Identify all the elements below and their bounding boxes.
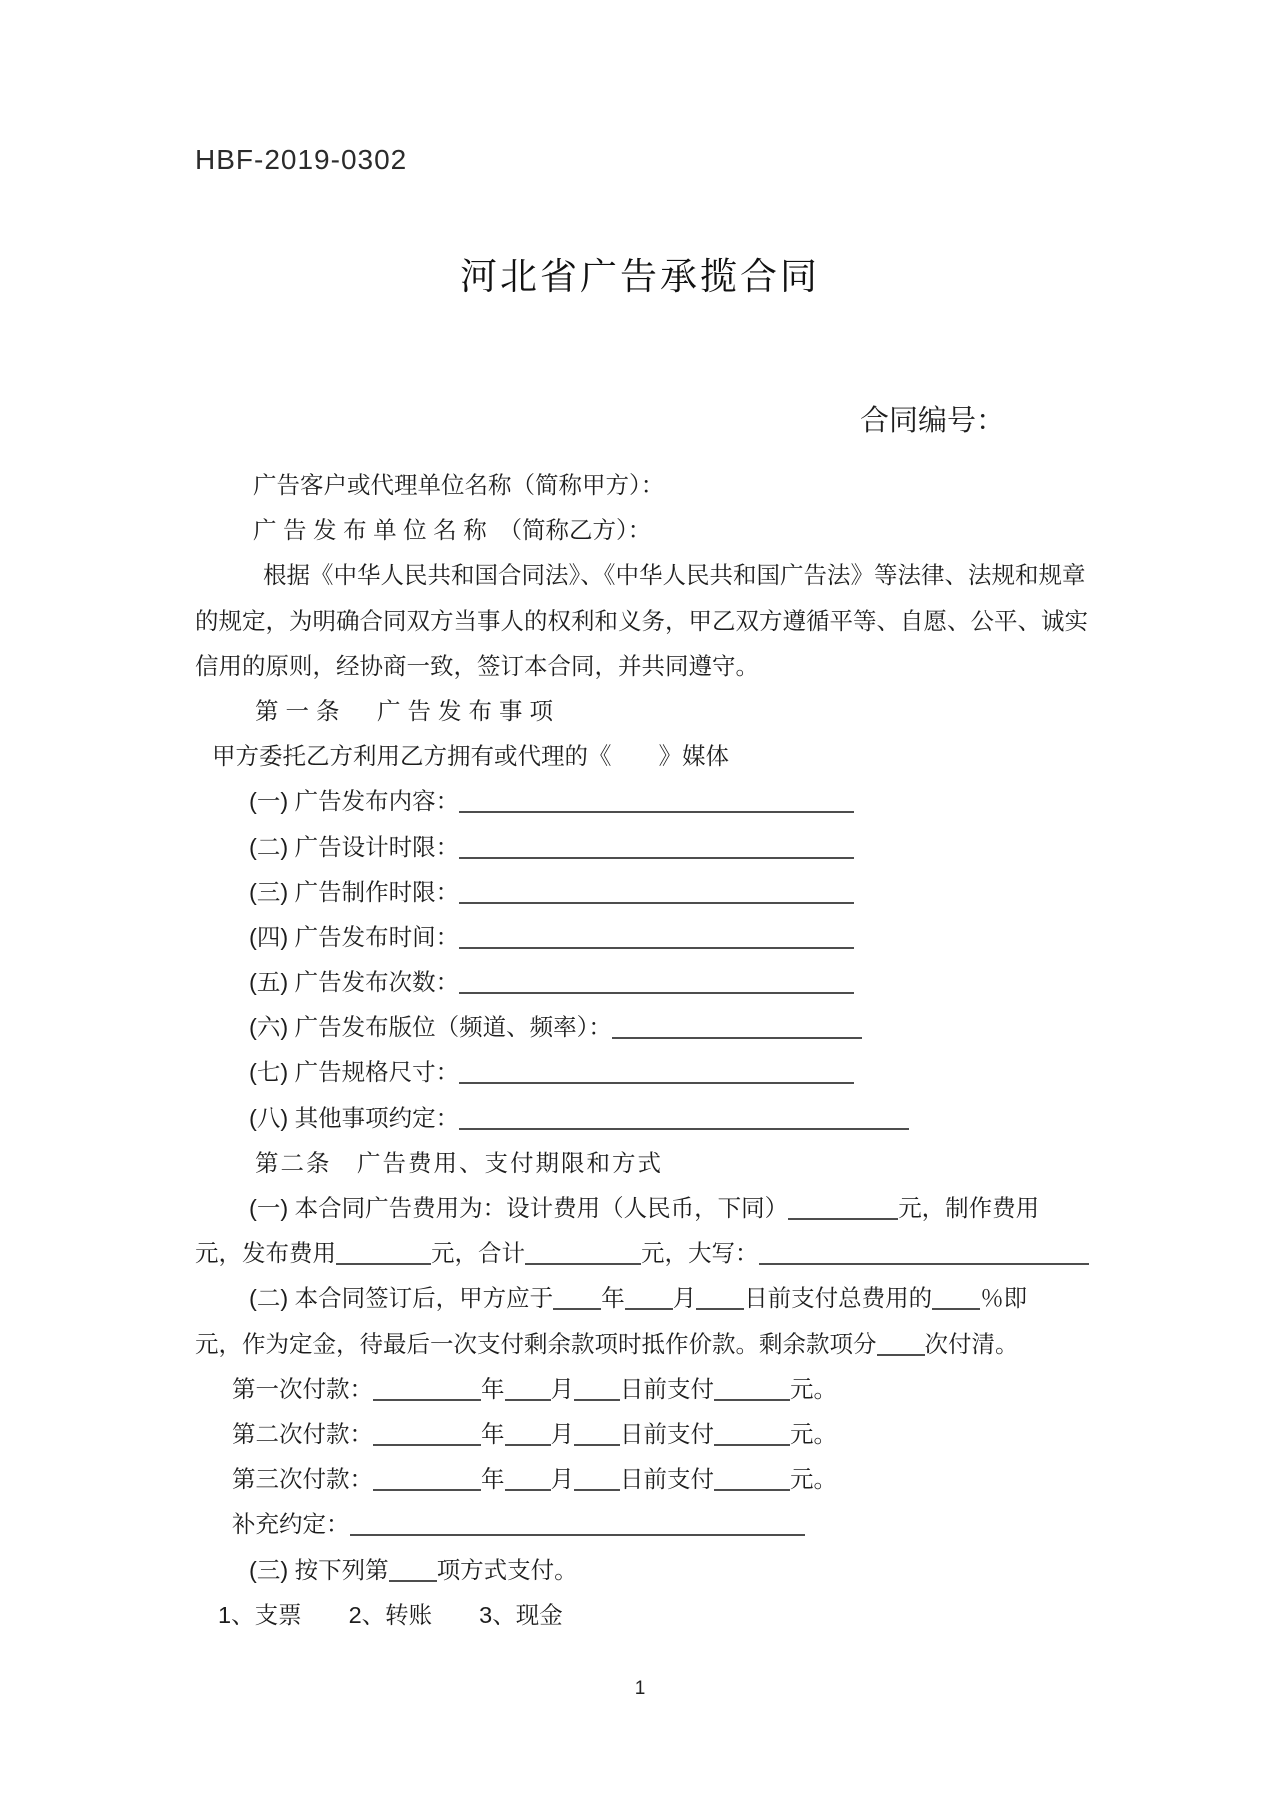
blank-field[interactable] <box>373 1375 481 1401</box>
doc-text: (一) 广告发布内容： <box>249 788 460 815</box>
article1-item-2 <box>0 825 1280 870</box>
doc-text: 年 <box>481 1375 505 1402</box>
doc-text: 月 <box>672 1285 697 1312</box>
blank-field[interactable] <box>525 1239 641 1265</box>
doc-text: 的规定，为明确合同双方当事人的权利和义务，甲乙双方遵循平等、自愿、公平、诚实 <box>195 607 1088 634</box>
fee-line-1 <box>0 1186 1280 1231</box>
article2-heading <box>0 1141 1280 1186</box>
blank-field[interactable] <box>612 1013 862 1039</box>
blank-field[interactable] <box>714 1465 790 1491</box>
article1-item-1 <box>0 779 1280 824</box>
doc-text: 元，大写： <box>641 1240 759 1267</box>
payment-line-3 <box>0 1457 1280 1502</box>
doc-text: 元，作为定金，待最后一次支付剩余款项时抵作价款。剩余款项分 <box>195 1330 877 1357</box>
blank-field[interactable] <box>459 878 854 904</box>
blank-field[interactable] <box>505 1465 551 1491</box>
blank-field[interactable] <box>932 1284 980 1310</box>
doc-text: 月 <box>550 1466 574 1493</box>
article1-item-6 <box>0 1005 1280 1050</box>
payment-method-line <box>0 1548 1280 1593</box>
doc-text: (二) 广告设计时限： <box>249 833 460 860</box>
doc-text: ％即 <box>980 1285 1028 1312</box>
blank-field[interactable] <box>574 1420 620 1446</box>
blank-field[interactable] <box>373 1420 481 1446</box>
blank-field[interactable] <box>696 1284 744 1310</box>
preamble-line-3 <box>0 644 1280 689</box>
doc-text: (五) 广告发布次数： <box>249 969 460 996</box>
blank-field[interactable] <box>350 1510 805 1536</box>
blank-field[interactable] <box>759 1239 1089 1265</box>
article1-item-3 <box>0 870 1280 915</box>
doc-text: (二) 本合同签订后，甲方应于 <box>249 1285 554 1312</box>
article1-intro <box>0 734 1280 779</box>
blank-field[interactable] <box>373 1465 481 1491</box>
doc-text: 日前支付 <box>620 1466 714 1493</box>
blank-field[interactable] <box>459 968 854 994</box>
doc-text: (六) 广告发布版位（频道、频率）： <box>249 1014 612 1041</box>
doc-text: 日前支付 <box>620 1420 714 1447</box>
doc-text: 元，发布费用 <box>195 1240 336 1267</box>
doc-text: 元。 <box>790 1466 837 1493</box>
doc-text: 第二次付款： <box>232 1420 373 1447</box>
doc-text: 元，制作费用 <box>898 1195 1040 1221</box>
fee-line-2 <box>0 1231 1280 1276</box>
deposit-line-2 <box>0 1322 1280 1367</box>
preamble-line-1 <box>0 553 1280 598</box>
document-title: 河北省广告承揽合同 <box>460 256 820 297</box>
blank-field[interactable] <box>553 1284 601 1310</box>
blank-field[interactable] <box>336 1239 431 1265</box>
doc-text: 日前支付 <box>620 1375 714 1402</box>
doc-text: 广 告 发 布 单 位 名 称 （简称乙方）： <box>253 517 652 544</box>
article1-item-8 <box>0 1096 1280 1141</box>
blank-field[interactable] <box>389 1556 437 1582</box>
doc-text: (八) 其他事项约定： <box>249 1104 460 1131</box>
doc-text: 1、支票 2、转账 3、现金 <box>218 1601 563 1628</box>
doc-text: (一) 本合同广告费用为：设计费用（人民币，下同） <box>249 1195 789 1221</box>
preamble-line-2 <box>0 599 1280 644</box>
article1-item-4 <box>0 915 1280 960</box>
blank-field[interactable] <box>459 833 854 859</box>
blank-field[interactable] <box>714 1420 790 1446</box>
party-b-line <box>0 508 1280 553</box>
payment-options-line <box>0 1593 1280 1638</box>
blank-field[interactable] <box>574 1375 620 1401</box>
article1-item-5 <box>0 960 1280 1005</box>
party-a-line <box>0 463 1280 508</box>
blank-field[interactable] <box>505 1420 551 1446</box>
doc-text: 年 <box>601 1285 625 1312</box>
doc-text: 第一条 广告发布事项 <box>255 697 560 724</box>
blank-field[interactable] <box>714 1375 790 1401</box>
payment-line-2 <box>0 1412 1280 1457</box>
doc-text: (三) 按下列第 <box>249 1556 389 1583</box>
doc-text: (三) 广告制作时限： <box>249 878 460 905</box>
doc-text: 元，合计 <box>431 1240 525 1267</box>
deposit-line-1 <box>0 1276 1280 1321</box>
document-code: HBF-2019-0302 <box>195 144 408 175</box>
supplement-line <box>0 1502 1280 1547</box>
contract-number-label: 合同编号： <box>860 405 1006 437</box>
article1-item-7 <box>0 1050 1280 1095</box>
doc-text: (四) 广告发布时间： <box>249 923 460 950</box>
doc-text: 年 <box>481 1466 505 1493</box>
doc-text: 补充约定： <box>232 1511 350 1538</box>
blank-field[interactable] <box>574 1465 620 1491</box>
doc-text: 月 <box>550 1420 574 1447</box>
document-body <box>0 463 1280 1638</box>
doc-text: 元。 <box>790 1420 837 1447</box>
doc-text: 第一次付款： <box>232 1375 373 1402</box>
payment-line-1 <box>0 1367 1280 1412</box>
doc-text: 项方式支付。 <box>436 1556 578 1583</box>
blank-field[interactable] <box>505 1375 551 1401</box>
doc-text: 第三次付款： <box>232 1466 373 1493</box>
doc-text: 广告客户或代理单位名称（简称甲方）： <box>253 472 665 498</box>
article1-heading <box>0 689 1280 734</box>
blank-field[interactable] <box>877 1330 925 1356</box>
doc-text: 第二条 广告费用、支付期限和方式 <box>255 1149 663 1176</box>
doc-text: 甲方委托乙方利用乙方拥有或代理的《 》媒体 <box>212 743 729 770</box>
blank-field[interactable] <box>459 1104 909 1130</box>
doc-text: 月 <box>550 1375 574 1402</box>
doc-text: 次付清。 <box>924 1330 1019 1357</box>
doc-text: 日前支付总费用的 <box>744 1285 933 1312</box>
doc-text: 根据《中华人民共和国合同法》、《中华人民共和国广告法》等法律、法规和规章 <box>263 562 1086 589</box>
page-number: 1 <box>634 1678 646 1699</box>
doc-text: 年 <box>481 1420 505 1447</box>
doc-text: (七) 广告规格尺寸： <box>249 1059 460 1086</box>
blank-field[interactable] <box>625 1284 673 1310</box>
blank-field[interactable] <box>459 787 854 813</box>
doc-text: 元。 <box>790 1375 837 1402</box>
blank-field[interactable] <box>459 1058 854 1084</box>
doc-text: 信用的原则，经协商一致，签订本合同，并共同遵守。 <box>195 652 759 679</box>
blank-field[interactable] <box>459 923 854 949</box>
blank-field[interactable] <box>788 1194 898 1220</box>
